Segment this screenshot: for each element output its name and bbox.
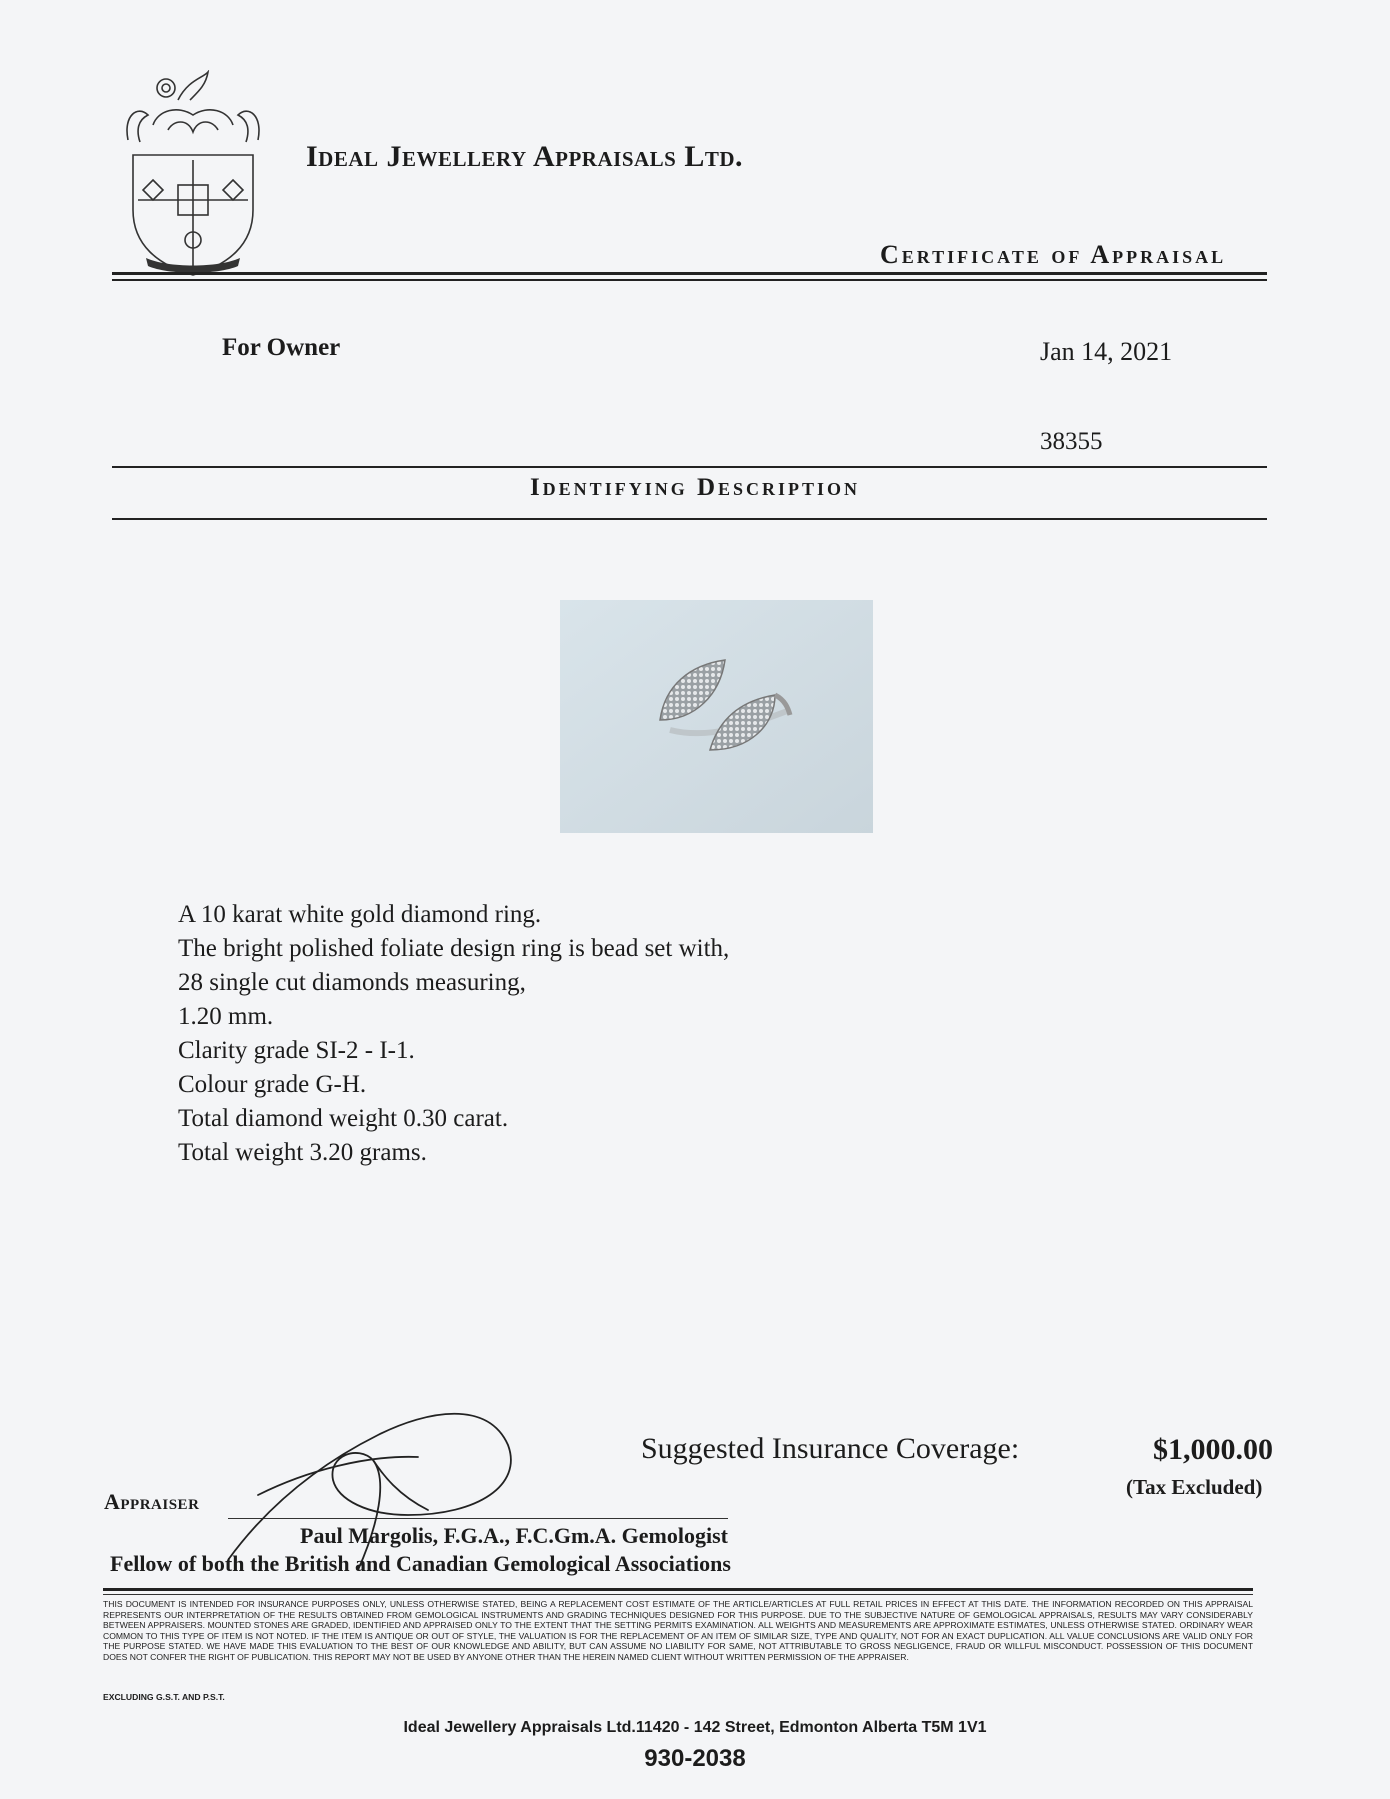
company-name: Ideal Jewellery Appraisals Ltd. — [306, 140, 744, 173]
heraldic-crest-icon — [118, 70, 268, 280]
appraiser-fellowship: Fellow of both the British and Canadian Gemological Associations — [110, 1551, 731, 1576]
tax-exclusion-note: EXCLUDING G.S.T. AND P.S.T. — [103, 1692, 225, 1702]
description-line: Total weight 3.20 grams. — [178, 1139, 427, 1166]
legal-disclaimer: THIS DOCUMENT IS INTENDED FOR INSURANCE PURPOSES ONLY, UNLESS OTHERWISE STATED, BEING A REPLACEMENT COST ESTIMATE OF THE ARTICLE/ARTICLES AT FULL RETAIL PRICES IN EFFECT AT THIS DATE. THE INFORMATION RECORDED ON THIS APPRAISAL REPRESENTS OUR INTERPRETATION OF THE RESULTS OBTAINED FROM GEMOLOGICAL INSTRUMENTS AND GRADING TECHNIQUES DESIGNED FOR THIS PURPOSE. DUE TO THE SUBJECTIVE NATURE OF GEMOLOGICAL APPRAISALS, RESULTS MAY VARY CONSIDERABLY BETWEEN APPRAISERS. MOUNTED STONES ARE GRADED, IDENTIFIED AND APPRAISED ONLY TO THE EXTENT THAT THE SETTING PERMITS EXAMINATION. ALL WEIGHTS AND MEASUREMENTS ARE APPROXIMATE ESTIMATES, UNLESS OTHERWISE STATED. ORDINARY WEAR COMMON TO THIS TYPE OF ITEM IS NOT NOTED. IF THE ITEM IS ANTIQUE OR OUT OF STYLE, THE VALUATION IS FOR THE REPLACEMENT OF AN ITEM OF SIMILAR SIZE, TYPE AND QUALITY, NOT FOR AN EXACT DUPLICATION. ALL VALUE CONCLUSIONS ARE VALID ONLY FOR THE PURPOSE STATED. WE HAVE MADE THIS EVALUATION TO THE BEST OF OUR KNOWLEDGE AND ABILITY, BUT CAN ASSUME NO LIABILITY FOR SAME, NOT ATTRIBUTABLE TO GROSS NEGLIGENCE, FRAUD OR WILLFUL MISCONDUCT. POSSESSION OF THIS DOCUMENT DOES NOT CONFER THE RIGHT OF PUBLICATION. THIS REPORT MAY NOT BE USED BY ANYONE OTHER THAN THE HEREIN NAMED CLIENT WITHOUT WRITTEN PERMISSION OF THE APPRAISER. — [103, 1599, 1253, 1662]
description-line: 1.20 mm. — [178, 1003, 274, 1030]
item-description — [178, 898, 729, 1170]
description-line: Colour grade G-H. — [178, 1071, 367, 1098]
section-rule-top — [112, 466, 1267, 468]
section-title: Identifying Description — [529, 474, 861, 501]
coverage-value: $1,000.00 — [1153, 1433, 1273, 1466]
header-rule-top — [112, 272, 1267, 275]
description-line: Clarity grade SI-2 - I-1. — [178, 1037, 415, 1064]
coverage-label: Suggested Insurance Coverage: — [641, 1432, 1020, 1465]
section-rule-bottom — [112, 518, 1267, 520]
company-phone: 930-2038 — [644, 1745, 746, 1772]
certificate-title: Certificate of Appraisal — [880, 240, 1227, 269]
header-rule-bottom — [112, 279, 1267, 281]
appraisal-date: Jan 14, 2021 — [1040, 337, 1173, 366]
footer-rule-bottom — [103, 1594, 1253, 1595]
description-line: 28 single cut diamonds measuring, — [178, 969, 526, 996]
description-line: The bright polished foliate design ring is bead set with, — [178, 935, 730, 962]
description-line: A 10 karat white gold diamond ring. — [178, 901, 542, 928]
tax-note: (Tax Excluded) — [1126, 1475, 1263, 1499]
footer-rule-top — [103, 1588, 1253, 1591]
owner-label: For Owner — [222, 334, 341, 361]
appraiser-label: Appraiser — [104, 1489, 200, 1514]
company-address: Ideal Jewellery Appraisals Ltd.11420 - 142 Street, Edmonton Alberta T5M 1V1 — [403, 1719, 987, 1736]
appraiser-name: Paul Margolis, F.G.A., F.C.Gm.A. Gemologist — [300, 1523, 728, 1548]
ring-photo — [560, 600, 873, 833]
description-line: Total diamond weight 0.30 carat. — [178, 1105, 509, 1132]
reference-number: 38355 — [1040, 428, 1103, 455]
